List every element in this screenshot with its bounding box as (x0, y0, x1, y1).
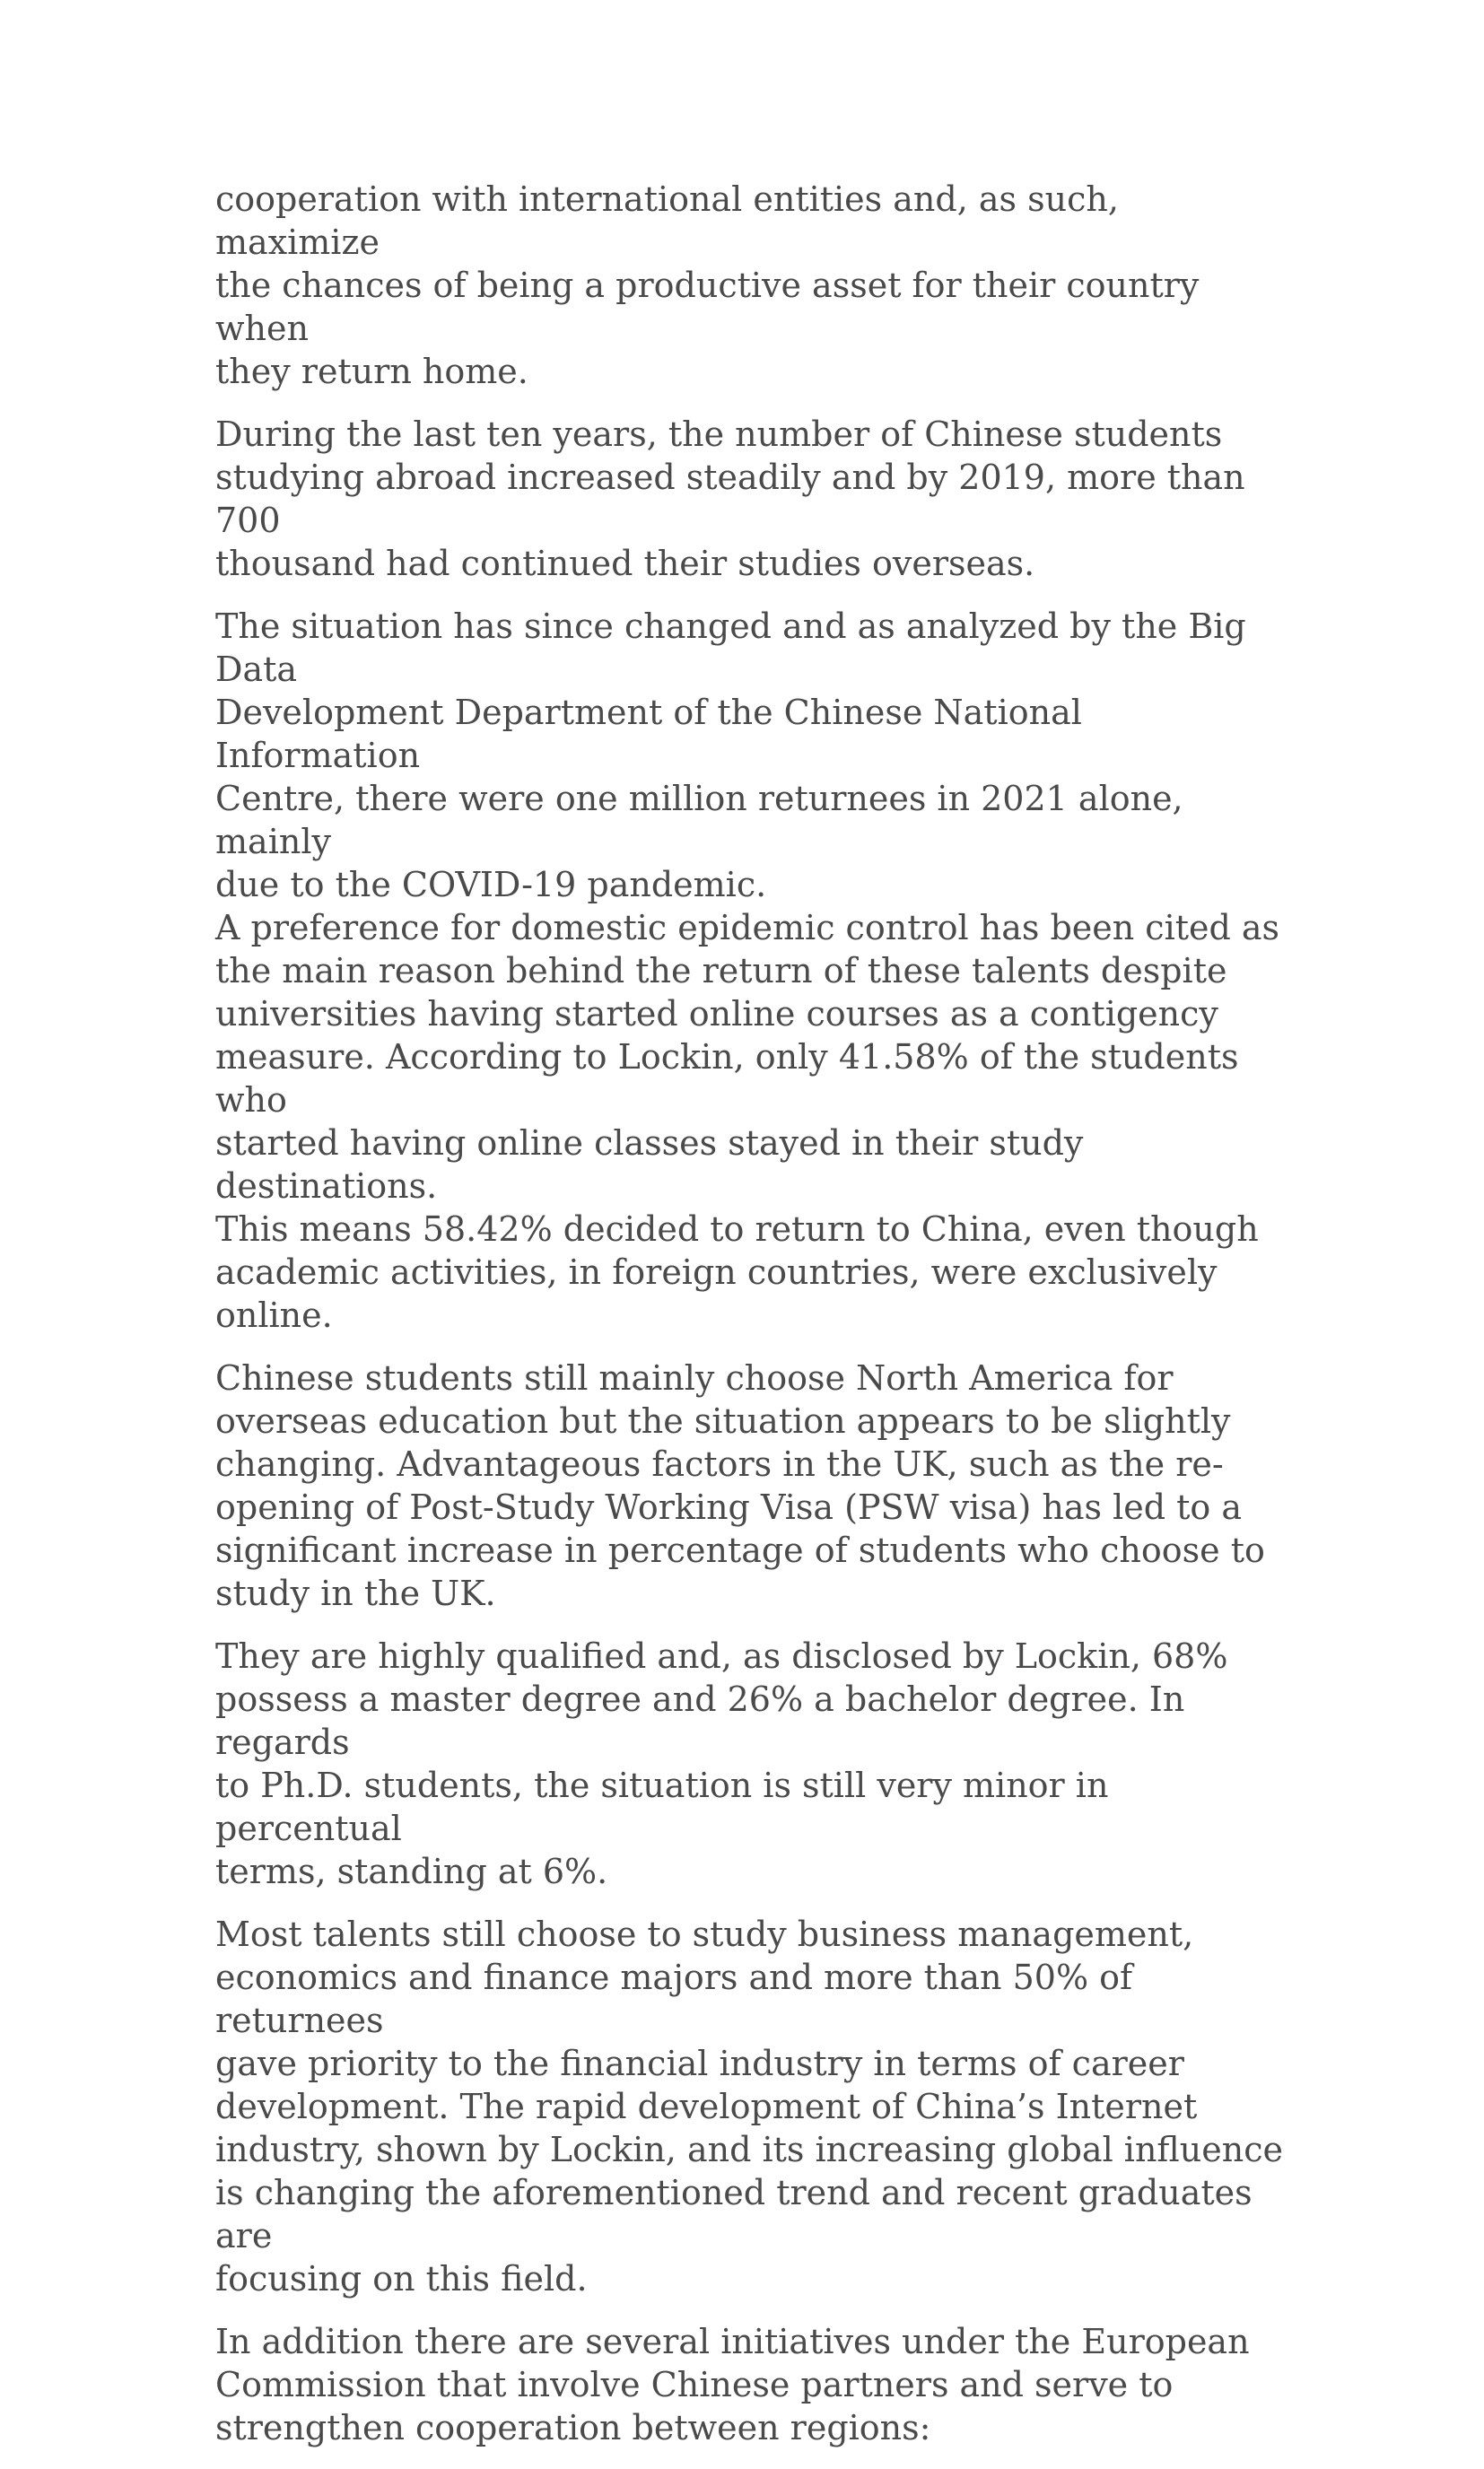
paragraph-cooperation-continued: cooperation with international entities and, as such, maximize the chances of being a productive asset for their country when they return home. (215, 179, 1200, 391)
paragraph-majors: Most talents still choose to study business management, economics and finance majors and more than 50% of returnees gave priority to the financial industry in terms of career development. The rapid development of China’s Internet industry, shown by Lockin, and its increasing global influence is changing the aforementioned trend and recent graduates are focusing on this field. (215, 1915, 1283, 2299)
paragraph-student-numbers: During the last ten years, the number of Chinese students studying abroad increased steadily and by 2019, more than 700 thousand had continued their studies overseas. (215, 414, 1245, 583)
paragraph-initiatives: In addition there are several initiatives under the European Commission that involve Chinese partners and serve to strengthen cooperation between regions: (215, 2322, 1250, 2447)
paragraph-destinations: Chinese students still mainly choose North America for overseas education but the situation appears to be slightly changing. Advantageous factors in the UK, such as the re- opening of Post-Study Working Visa (PSW visa) has led to a significant increase in percentage of students who choose to study in the UK. (215, 1358, 1265, 1613)
document-body (215, 178, 1292, 2469)
paragraph-returnees: The situation has since changed and as analyzed by the Big Data Development Department of the Chinese National Information Centre, there were one million returnees in 2021 alone, mainly due to the COVID-19 pandemic. (215, 606, 1246, 904)
paragraph-online-classes: A preference for domestic epidemic control has been cited as the main reason behind the return of these talents despite universities having started online courses as a contigency measure. According to Lockin, only 41.58% of the students who started having online classes stayed in their study destinations. This means 58.42% decided to return to China, even though academic activities, in foreign countries, were exclusively online. (215, 908, 1280, 1335)
paragraph-qualifications: They are highly qualified and, as disclosed by Lockin, 68% possess a master degree and 26% a bachelor degree. In regards to Ph.D. students, the situation is still very minor in percentual terms, standing at 6%. (215, 1636, 1228, 1891)
